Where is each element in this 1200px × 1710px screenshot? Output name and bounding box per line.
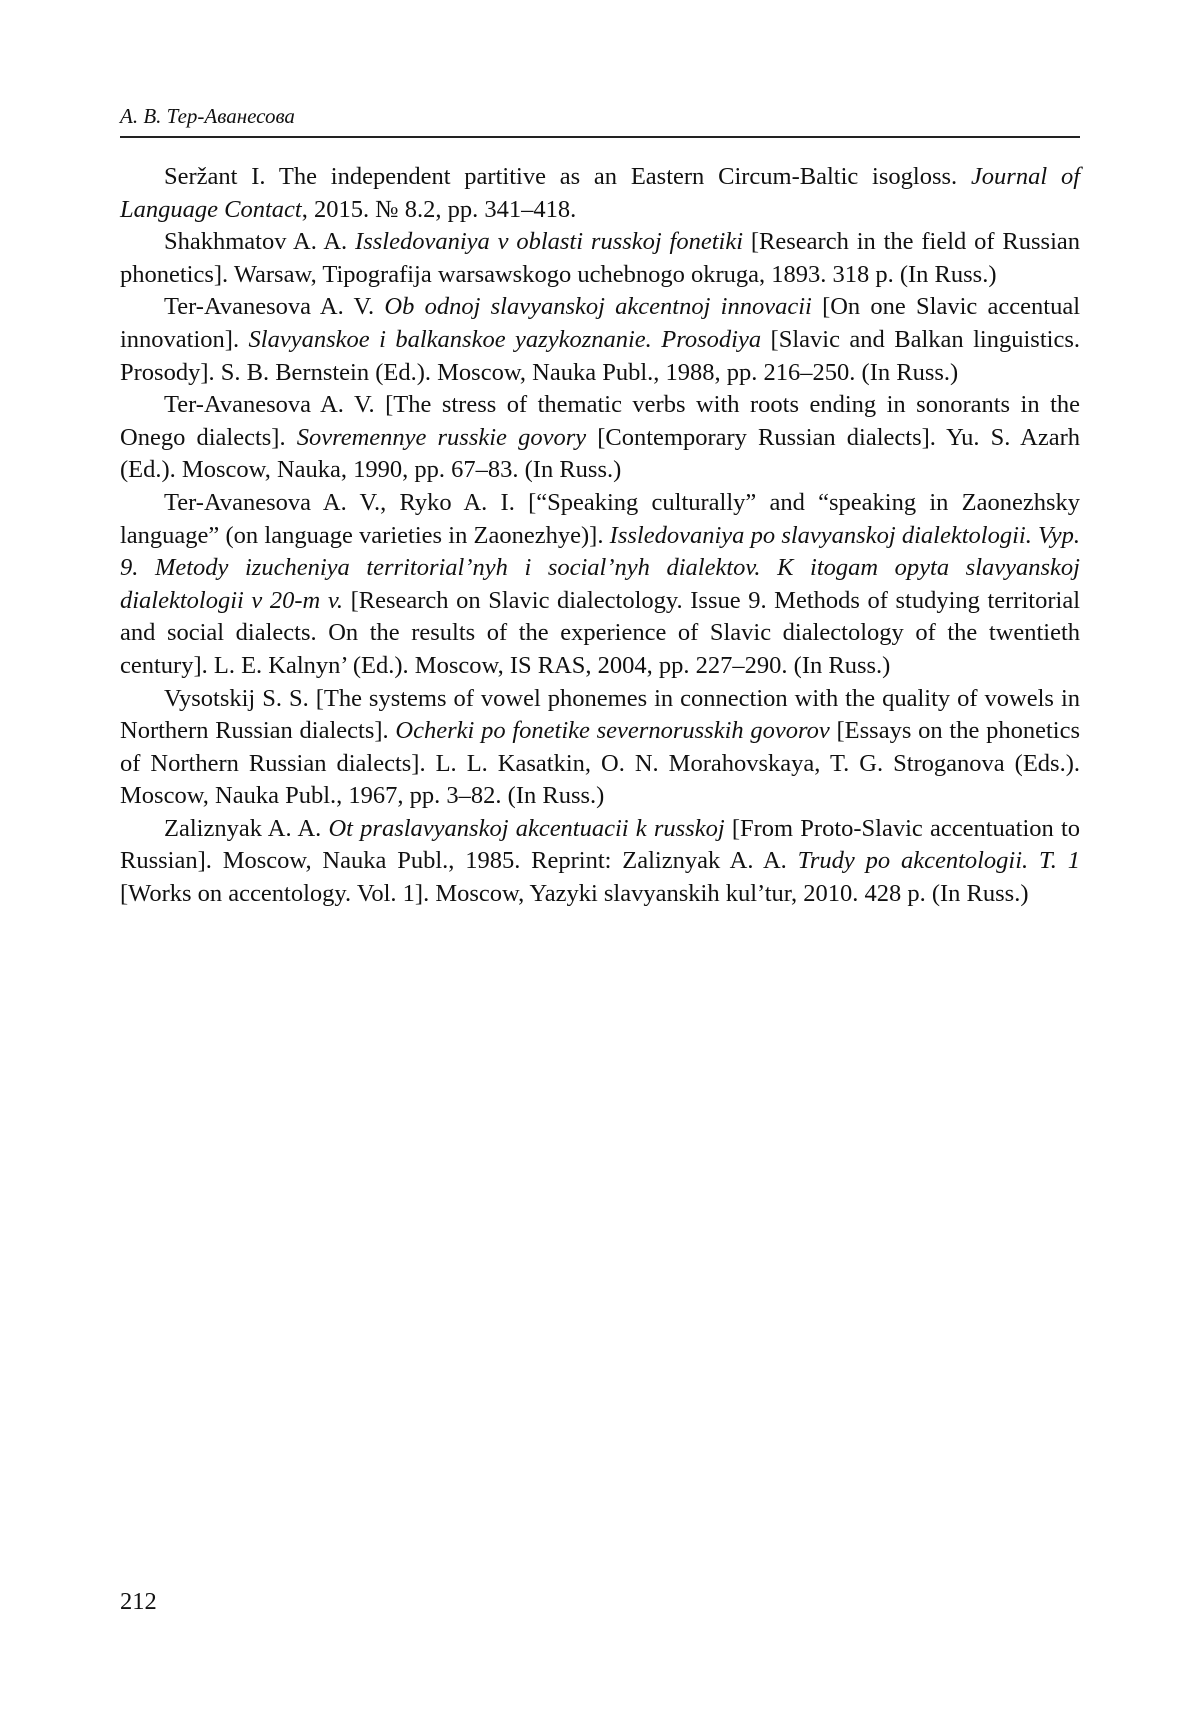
reference-italic-title: Ob odnoj slavyanskoj akcentnoj innovacii xyxy=(384,293,812,321)
reference-text: [On one Slavic accentual innovation]. xyxy=(120,293,1081,353)
reference-text: [Research in the field of Russian phonetics]. Warsaw, Tipografija warsawskogo uchebnogo okruga, 1893. 318 p. (In Russ.) xyxy=(120,228,1081,288)
reference-entry xyxy=(120,161,1080,226)
reference-italic-title: Journal of Language Contact xyxy=(120,163,1081,223)
reference-italic-title: Ocherki po fonetike severnorusskih govorov xyxy=(395,717,830,745)
reference-italic-title: Slavyanskoe i balkanskoe yazykoznanie. Prosodiya xyxy=(248,325,762,353)
reference-authors: Ter-Avanesova A. V. xyxy=(164,293,375,321)
running-head: А. В. Тер-Аванесова xyxy=(120,104,295,128)
reference-authors: Ter-Avanesova A. V. xyxy=(164,391,375,419)
reference-italic-title: Sovremennye russkie govory xyxy=(296,423,587,451)
reference-text: [Slavic and Balkan linguistics. Prosody]. S. B. Bernstein (Ed.). Moscow, Nauka Publ., 1988, pp. 216–250. (In Russ.) xyxy=(120,325,1080,386)
reference-entry xyxy=(120,487,1080,683)
reference-text: , 2015. № 8.2, pp. 341–418. xyxy=(301,195,577,223)
reference-text: [From Proto-Slavic accentuation to Russian]. Moscow, Nauka Publ., 1985. Reprint: Zaliznyak A. A. xyxy=(120,814,1081,875)
reference-text: [“Speaking culturally” and “speaking in Zaonezhsky language” (on language varieties in Zaonezhye)]. xyxy=(120,488,1080,549)
reference-text: [Works on accentology. Vol. 1]. Moscow, Yazyki slavyanskih kul’tur, 2010. 428 p. (In Russ.) xyxy=(120,880,1029,908)
reference-italic-title: Issledovaniya v oblasti russkoj fonetiki xyxy=(355,228,744,256)
reference-authors: Vysotskij S. S. xyxy=(164,684,309,712)
reference-entry xyxy=(120,226,1080,291)
reference-authors: Ter-Avanesova A. V., Ryko A. I. xyxy=(164,488,515,516)
reference-authors: Shakhmatov A. A. xyxy=(164,228,348,256)
header-rule xyxy=(120,136,1080,138)
reference-entry xyxy=(120,683,1080,813)
reference-entry xyxy=(120,389,1080,487)
reference-text: The independent partitive as an Eastern Circum-Baltic isogloss. xyxy=(265,163,971,190)
reference-text xyxy=(347,228,355,255)
reference-text xyxy=(374,293,384,320)
reference-italic-title: Ot praslavyanskoj akcentuacii k russkoj xyxy=(328,814,725,842)
page-number: 212 xyxy=(120,1588,157,1615)
reference-text: [Essays on the phonetics of Northern Russian dialects]. L. L. Kasatkin, O. N. Morahovskaya, T. G. Stroganova (Eds.). Moscow, Nauka Publ., 1967, pp. 3–82. (In Russ.) xyxy=(120,717,1080,810)
reference-entry xyxy=(120,291,1080,389)
reference-italic-title: Trudy po akcentologii. T. 1 xyxy=(797,847,1080,875)
reference-text: [The stress of thematic verbs with roots ending in sonorants in the Onego dialects]. xyxy=(120,391,1080,451)
reference-authors: Seržant I. xyxy=(164,163,266,190)
reference-authors: Zaliznyak A. A. xyxy=(164,814,322,842)
reference-entry xyxy=(120,813,1080,911)
reference-text: [The systems of vowel phonemes in connection with the quality of vowels in Northern Russian dialects]. xyxy=(120,684,1080,745)
reference-list xyxy=(120,161,1080,911)
reference-italic-title: Issledovaniya po slavyanskoj dialektologii. Vyp. 9. Metody izucheniya territorial’nyh i social’nyh dialektov. K itogam opyta slavyanskoj dialektologii v 20-m v. xyxy=(120,521,1081,614)
reference-text: [Research on Slavic dialectology. Issue 9. Methods of studying territorial and social dialects. On the results of the experience of Slavic dialectology of the twentieth century]. L. E. Kalnyn’ (Ed.). Moscow, IS RAS, 2004, pp. 227–290. (In Russ.) xyxy=(120,586,1080,679)
reference-text: [Contemporary Russian dialects]. Yu. S. Azarh (Ed.). Moscow, Nauka, 1990, pp. 67–83. (In Russ.) xyxy=(120,423,1080,484)
